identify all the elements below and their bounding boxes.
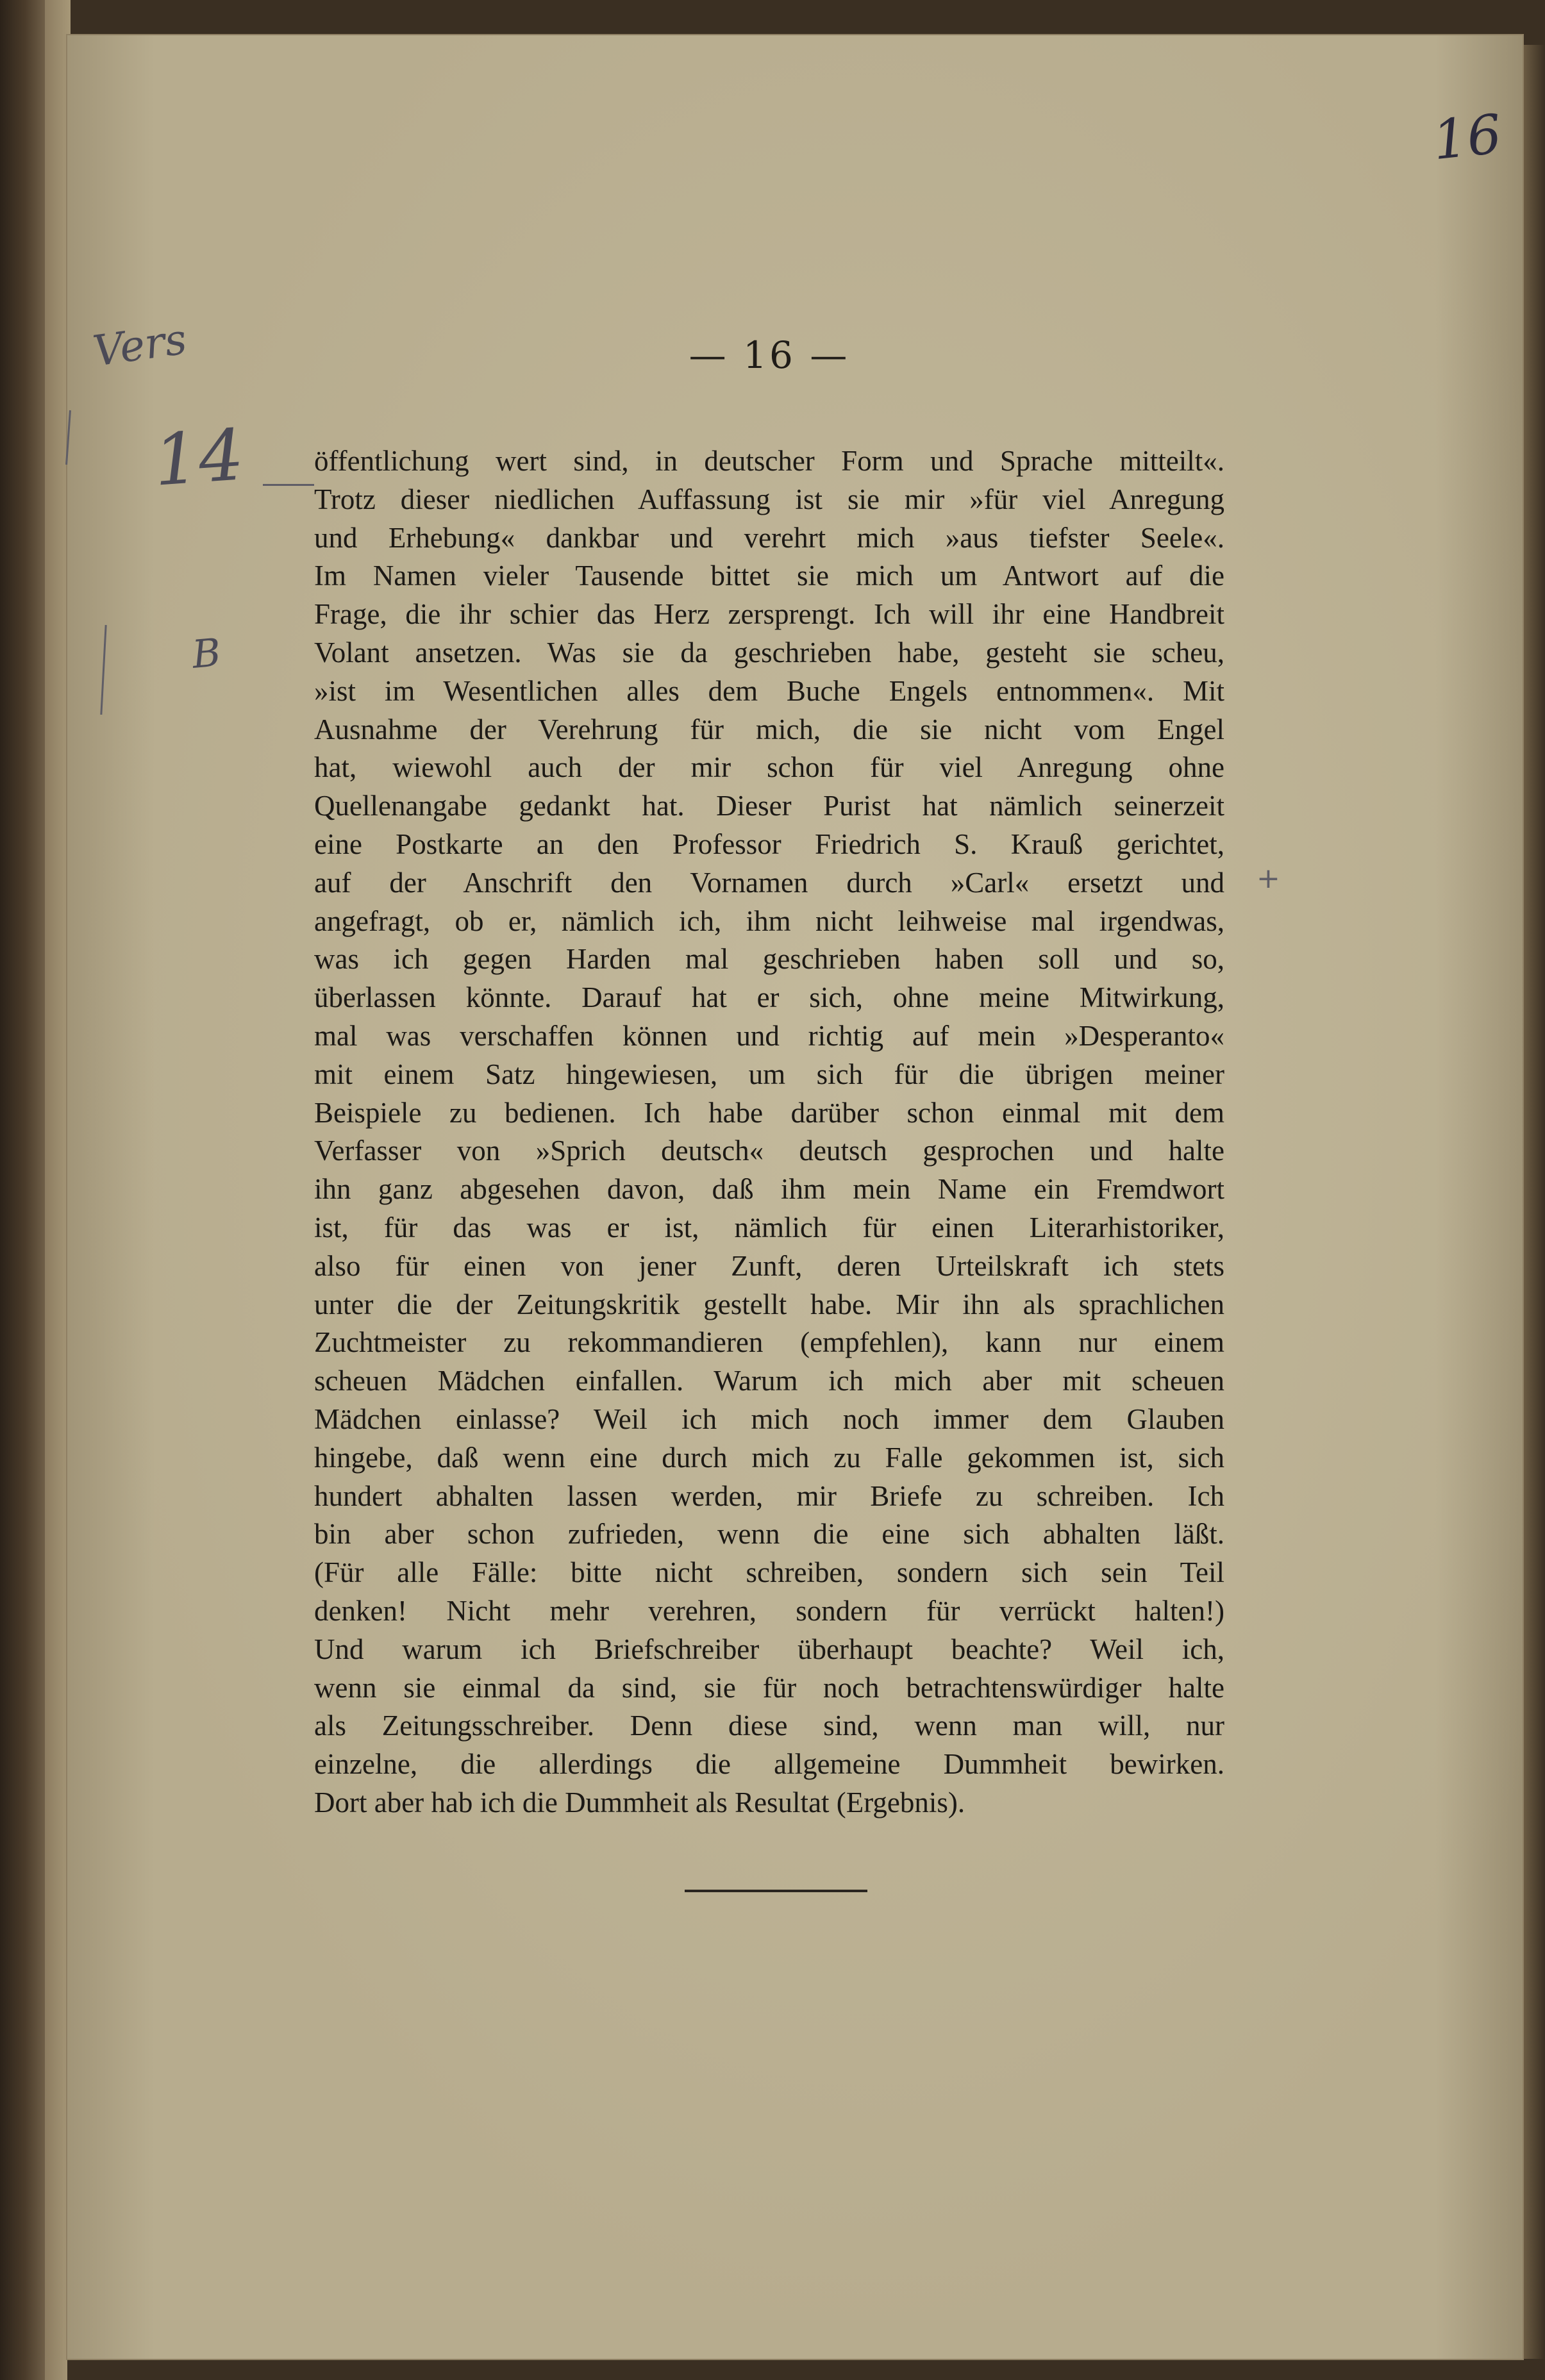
text-line: Dort aber hab ich die Dummheit als Resultat (Ergebnis). — [314, 1786, 965, 1818]
page-number: — 16 — — [689, 333, 850, 377]
text-line: Beispiele zu bedienen. Ich habe darüber schon einmal mit dem — [314, 1096, 1224, 1129]
page-edge-bottom — [67, 2359, 1545, 2380]
margin-note: Vers — [90, 314, 190, 376]
text-line: ihn ganz abgesehen davon, daß ihm mein Name ein Fremdwort — [314, 1173, 1224, 1206]
book-binding — [0, 0, 45, 2380]
text-line: angefragt, ob er, nämlich ich, ihm nicht leihweise mal irgendwas, — [314, 904, 1224, 937]
text-line: Trotz dieser niedlichen Auffassung ist sie mir »für viel Anregung — [314, 483, 1224, 515]
text-line: Im Namen vieler Tausende bittet sie mich um Antwort auf die — [314, 560, 1224, 592]
text-line: also für einen von jener Zunft, deren Urteilskraft ich stets — [314, 1249, 1224, 1282]
text-line: hundert abhalten lassen werden, mir Briefe zu schreiben. Ich — [314, 1479, 1224, 1512]
handwritten-folio-number: 16 — [1430, 102, 1505, 172]
text-line: einzelne, die allerdings die allgemeine Dummheit bewirken. — [314, 1748, 1224, 1781]
text-line: als Zeitungsschreiber. Denn diese sind, wenn man will, nur — [314, 1710, 1224, 1742]
text-line: Ausnahme der Verehrung für mich, die sie nicht vom Engel — [314, 713, 1224, 745]
text-line: was ich gegen Harden mal geschrieben haben soll und so, — [314, 943, 1224, 976]
text-line: denken! Nicht mehr verehren, sondern für verrückt halten!) — [314, 1594, 1224, 1627]
binding-fold — [45, 0, 71, 2380]
text-line: (Für alle Fälle: bitte nicht schreiben, sondern sich sein Teil — [314, 1556, 1224, 1589]
pencil-mark — [263, 484, 314, 486]
text-line: Verfasser von »Sprich deutsch« deutsch gesprochen und halte — [314, 1135, 1224, 1167]
text-line: Frage, die ihr schier das Herz zersprengt. Ich will ihr eine Handbreit — [314, 598, 1224, 631]
text-line: öffentlichung wert sind, in deutscher Form und Sprache mitteilt«. — [314, 445, 1224, 477]
margin-note: B — [190, 630, 223, 678]
text-line: Zuchtmeister zu rekommandieren (empfehlen), kann nur einem — [314, 1326, 1224, 1359]
text-line: Volant ansetzen. Was sie da geschrieben habe, gesteht sie scheu, — [314, 636, 1224, 669]
page-edge-right — [1523, 45, 1545, 2378]
text-line: ist, für das was er ist, nämlich für einen Literarhistoriker, — [314, 1211, 1224, 1244]
text-line: Mädchen einlasse? Weil ich mich noch immer dem Glauben — [314, 1402, 1224, 1435]
text-line: unter die der Zeitungskritik gestellt habe. Mir ihn als sprachlichen — [314, 1288, 1224, 1320]
text-line: mal was verschaffen können und richtig auf mein »Desperanto« — [314, 1019, 1224, 1052]
margin-note: 14 — [151, 413, 247, 502]
body-text — [314, 442, 1224, 1822]
text-line: hat, wiewohl auch der mir schon für viel Anregung ohne — [314, 751, 1224, 784]
text-line: auf der Anschrift den Vornamen durch »Carl« ersetzt und — [314, 866, 1224, 899]
text-line: hingebe, daß wenn eine durch mich zu Falle gekommen ist, sich — [314, 1441, 1224, 1474]
text-line: überlassen könnte. Darauf hat er sich, ohne meine Mitwirkung, — [314, 981, 1224, 1014]
text-line: mit einem Satz hingewiesen, um sich für die übrigen meiner — [314, 1058, 1224, 1090]
text-line: Und warum ich Briefschreiber überhaupt beachte? Weil ich, — [314, 1633, 1224, 1665]
text-line: bin aber schon zufrieden, wenn die eine sich abhalten läßt. — [314, 1518, 1224, 1551]
end-rule — [685, 1890, 867, 1892]
text-line: und Erhebung« dankbar und verehrt mich »aus tiefster Seele«. — [314, 521, 1224, 554]
text-line: »ist im Wesentlichen alles dem Buche Engels entnommen«. Mit — [314, 674, 1224, 707]
text-line: Quellenangabe gedankt hat. Dieser Purist hat nämlich seinerzeit — [314, 790, 1224, 822]
plus-mark: + — [1257, 862, 1280, 895]
text-line: scheuen Mädchen einfallen. Warum ich mich aber mit scheuen — [314, 1365, 1224, 1397]
text-line: wenn sie einmal da sind, sie für noch betrachtenswürdiger halte — [314, 1671, 1224, 1704]
text-line: eine Postkarte an den Professor Friedrich S. Krauß gerichtet, — [314, 828, 1224, 860]
